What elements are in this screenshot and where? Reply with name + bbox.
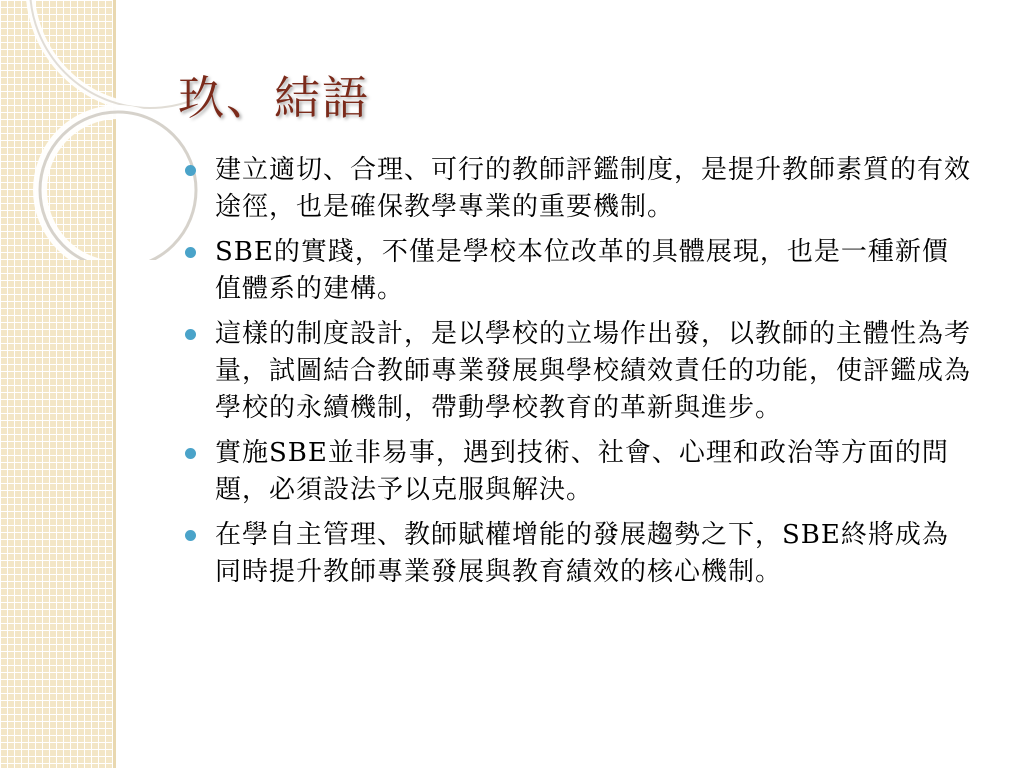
bullet-dot-icon	[185, 329, 196, 340]
bullet-item	[183, 316, 973, 427]
bullet-item	[183, 435, 973, 509]
bullet-item	[183, 517, 973, 591]
bullet-item	[183, 234, 973, 308]
upper-ring-shade	[30, 0, 200, 108]
bullet-list	[183, 152, 973, 599]
bullet-text: 實施SBE並非易事，遇到技術、社會、心理和政治等方面的問題，必須設法予以克服與解決。	[215, 438, 949, 505]
bullet-text: SBE的實踐，不僅是學校本位改革的具體展現，也是一種新價值體系的建構。	[215, 237, 949, 304]
bullet-dot-icon	[185, 448, 196, 459]
bullet-text: 在學自主管理、教師賦權增能的發展趨勢之下，SBE終將成為同時提升教師專業發展與教育績效的核心機制。	[215, 520, 949, 587]
upper-ring	[30, 0, 200, 108]
decorative-rings	[0, 0, 200, 260]
bullet-item	[183, 152, 973, 226]
slide-title: 玖、結語	[178, 71, 370, 125]
bullet-dot-icon	[185, 247, 196, 258]
bullet-dot-icon	[185, 530, 196, 541]
bullet-dot-icon	[185, 165, 196, 176]
bullet-text: 這樣的制度設計，是以學校的立場作出發，以教師的主體性為考量，試圖結合教師專業發展與學校績效責任的功能，使評鑑成為學校的永續機制，帶動學校教育的革新與進步。	[215, 319, 972, 423]
bullet-text: 建立適切、合理、可行的教師評鑑制度，是提升教師素質的有效途徑，也是確保教學專業的重要機制。	[215, 155, 972, 222]
